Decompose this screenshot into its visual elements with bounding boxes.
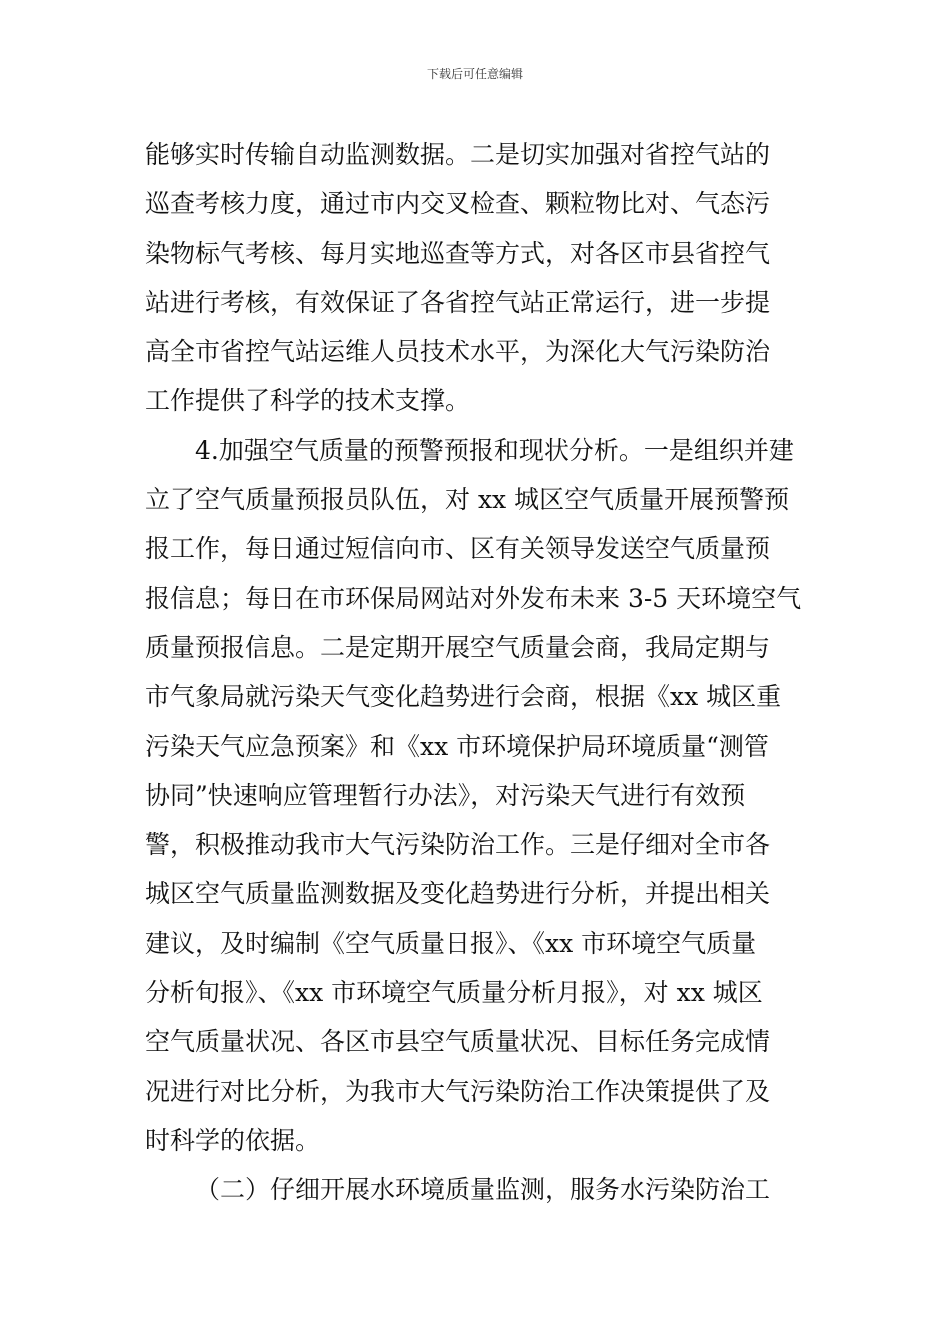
text-line: 协同”快速响应管理暂行办法》，对污染天气进行有效预 xyxy=(145,780,746,810)
text-line: 污染天气应急预案》和《xx 市环境保护局环境质量“测管 xyxy=(145,731,769,761)
text-line: 时科学的依据。 xyxy=(145,1125,321,1155)
text-line: 分析旬报》、《xx 市环境空气质量分析月报》，对 xx 城区 xyxy=(145,978,763,1008)
text-line: （二）仔细开展水环境质量监测，服务水污染防治工 xyxy=(195,1175,771,1205)
text-line: 高全市省控气站运维人员技术水平，为深化大气污染防治 xyxy=(145,337,771,367)
text-line: 况进行对比分析，为我市大气污染防治工作决策提供了及 xyxy=(145,1076,771,1106)
text-line: 立了空气质量预报员队伍，对 xx 城区空气质量开展预警预 xyxy=(145,485,790,515)
text-line: 能够实时传输自动监测数据。二是切实加强对省控气站的 xyxy=(145,140,771,169)
text-line: 站进行考核，有效保证了各省控气站正常运行，进一步提 xyxy=(145,287,771,317)
text-line: 空气质量状况、各区市县空气质量状况、目标任务完成情 xyxy=(145,1027,771,1057)
text-line: 染物标气考核、每月实地巡查等方式，对各区市县省控气 xyxy=(145,238,771,268)
paragraph-2 xyxy=(145,426,805,1165)
text-line: 建议，及时编制《空气质量日报》、《xx 市环境空气质量 xyxy=(145,928,757,958)
text-line: 4.加强空气质量的预警预报和现状分析。一是组织并建 xyxy=(195,435,794,465)
text-line: 警，积极推动我市大气污染防治工作。三是仔细对全市各 xyxy=(145,830,771,860)
text-line: 巡查考核力度，通过市内交叉检查、颗粒物比对、气态污 xyxy=(145,189,771,219)
document-body xyxy=(145,130,805,1215)
text-line: 报信息；每日在市环保局网站对外发布未来 3-5 天环境空气 xyxy=(145,583,802,613)
paragraph-3 xyxy=(145,1165,805,1214)
text-line: 市气象局就污染天气变化趋势进行会商，根据《xx 城区重 xyxy=(145,682,782,712)
text-line: 质量预报信息。二是定期开展空气质量会商，我局定期与 xyxy=(145,632,771,662)
text-line: 工作提供了科学的技术支撑。 xyxy=(145,386,471,416)
page-header: 下载后可任意编辑 xyxy=(426,67,523,81)
paragraph-1 xyxy=(145,130,805,426)
text-line: 报工作，每日通过短信向市、区有关领导发送空气质量预 xyxy=(145,534,771,564)
text-line: 城区空气质量监测数据及变化趋势进行分析，并提出相关 xyxy=(145,879,771,909)
